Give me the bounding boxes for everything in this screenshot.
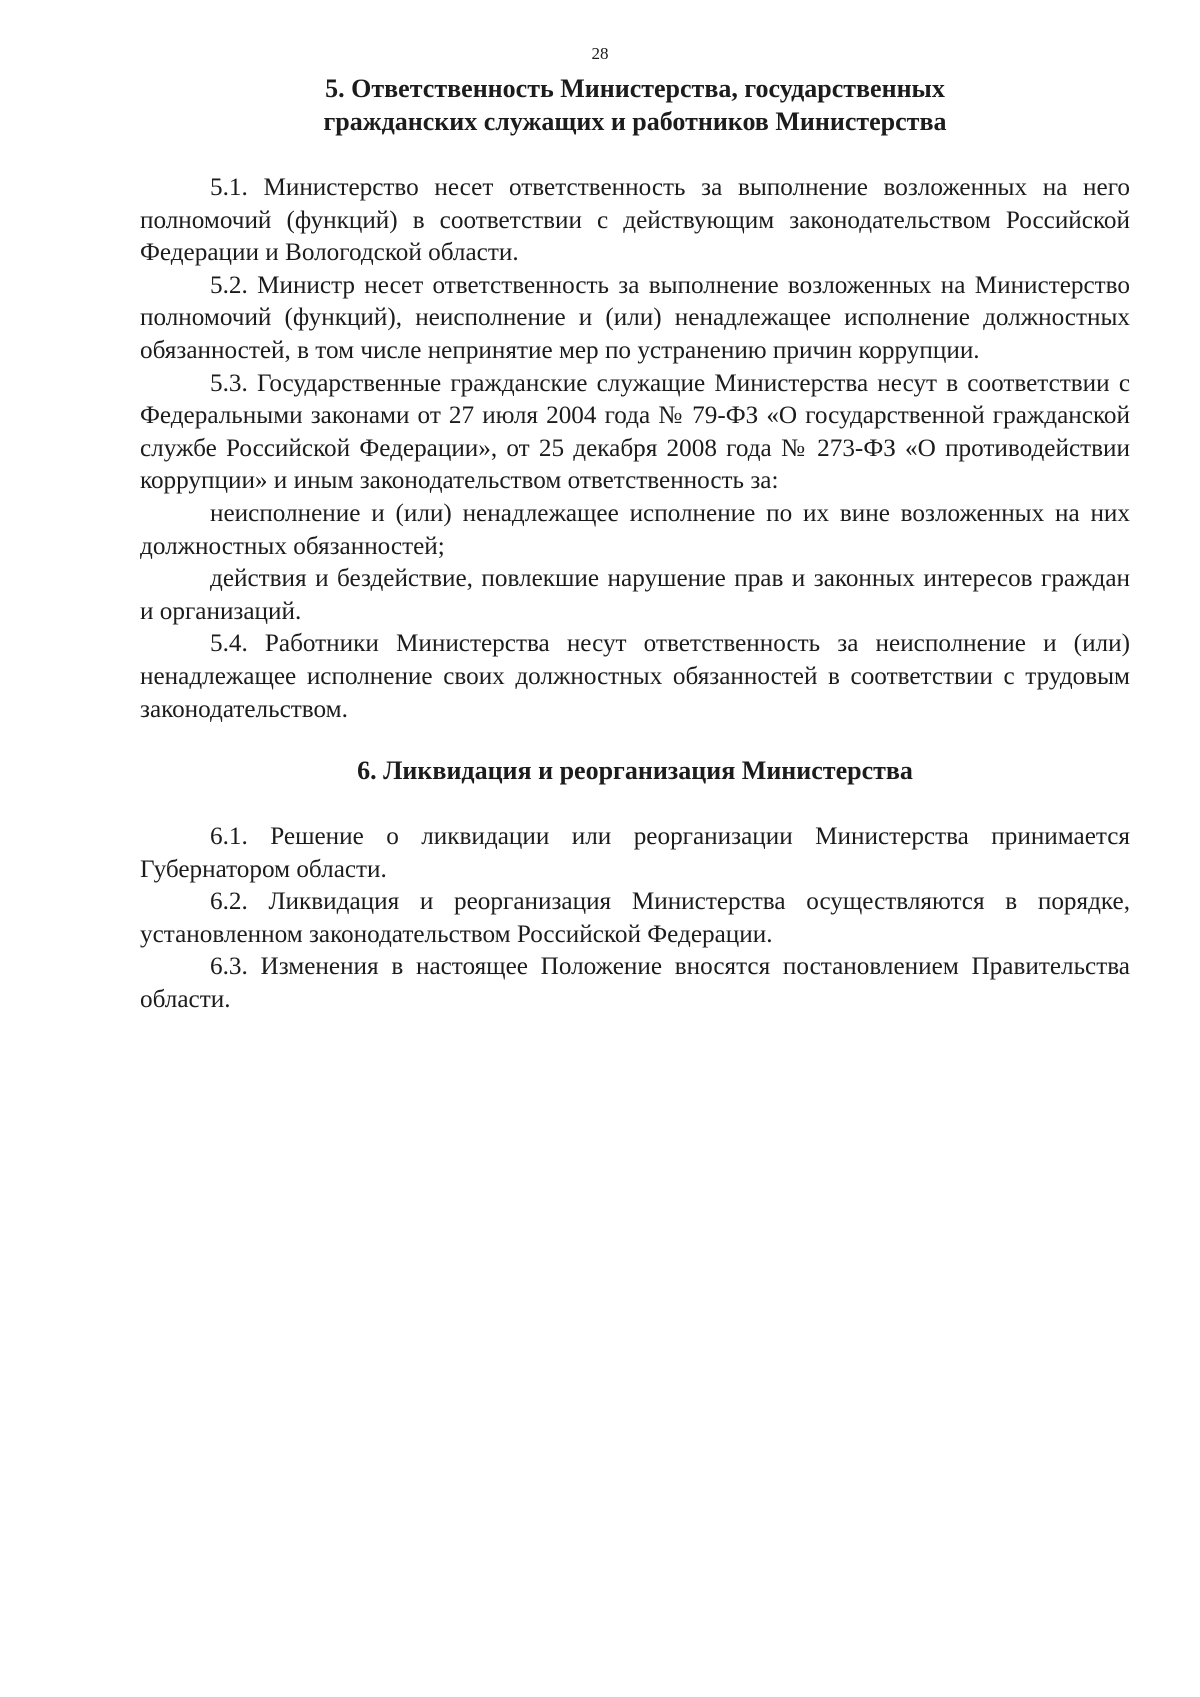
section-5-title-line-2: гражданских служащих и работников Министерства [323,107,947,136]
paragraph-5-4: 5.4. Работники Министерства несут ответственность за неисполнение и (или) ненадлежащее исполнение своих должностных обязанностей в соответствии с трудовым законодательством. [140,630,1130,723]
paragraph-5-3-item-2: действия и бездействие, повлекшие нарушение прав и законных интересов граждан и организаций. [140,565,1130,625]
spacer [140,787,1130,821]
paragraph-6-3: 6.3. Изменения в настоящее Положение вносятся постановлением Правительства области. [140,953,1130,1014]
paragraph-5-3-item-1: неисполнение и (или) ненадлежащее исполнение по их вине возложенных на них должностных обязанностей; [140,499,1130,560]
paragraph-6-1: 6.1. Решение о ликвидации или реорганизации Министерства принимается Губернатором области. [140,823,1130,883]
section-5-title-line-1: 5. Ответственность Министерства, государственных [325,74,945,103]
paragraph-5-2: 5.2. Министр несет ответственность за выполнение возложенных на Министерство полномочий (функций), неисполнение и (или) ненадлежащее исполнение должностных обязанностей, в том числе непринятие мер по устранению причин коррупции. [140,271,1130,364]
section-6-title: 6. Ликвидация и реорганизация Министерства [357,756,913,786]
document-body [140,72,1130,1017]
spacer [140,138,1130,172]
spacer [140,726,1130,754]
paragraph-5-3: 5.3. Государственные гражданские служащие Министерства несут в соответствии с Федеральными законами от 27 июля 2004 года № 79-ФЗ «О государственной гражданской службе Российской Федерации», от 25 декабря 2008 года № 273-ФЗ «О противодействии коррупции» и иным законодательством ответственность за: [140,369,1130,495]
paragraph-5-1: 5.1. Министерство несет ответственность за выполнение возложенных на него полномочий (функций) в соответствии с действующим законодательством Российской Федерации и Вологодской области. [140,174,1130,267]
section-5-title [140,72,1130,138]
page-number: 28 [591,44,609,63]
paragraph-6-2: 6.2. Ликвидация и реорганизация Министерства осуществляются в порядке, установленном законодательством Российской Федерации. [140,888,1130,948]
